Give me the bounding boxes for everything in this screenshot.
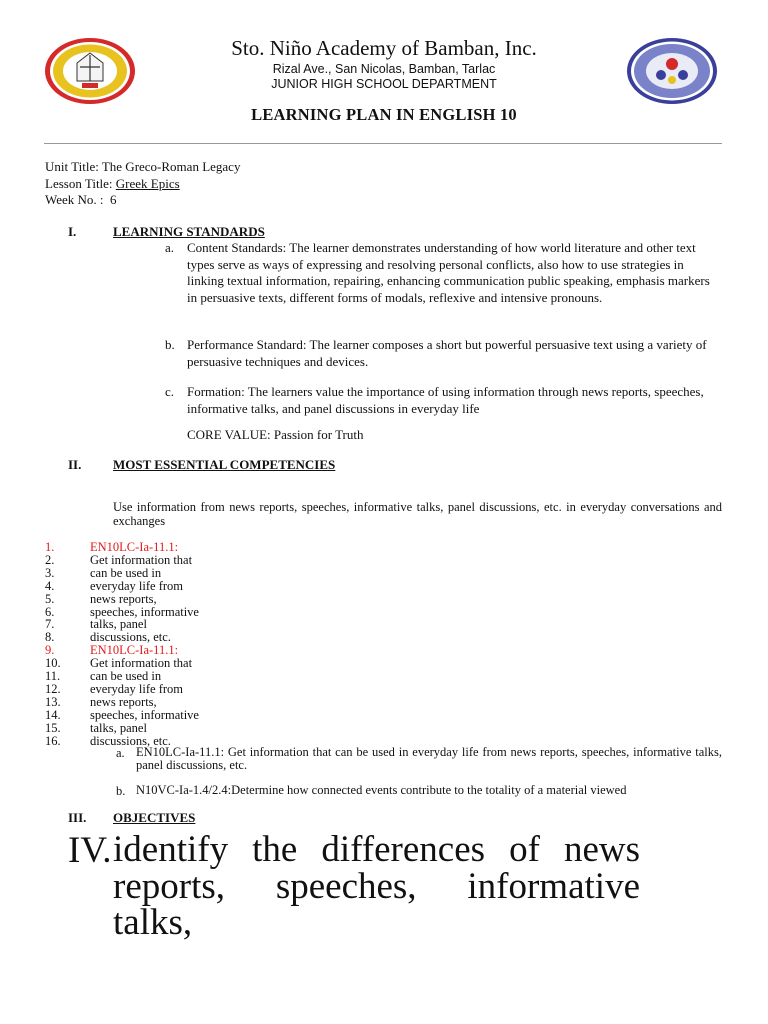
school-name: Sto. Niño Academy of Bamban, Inc. bbox=[231, 36, 537, 60]
list-item: 13. news reports, bbox=[45, 694, 157, 709]
header-divider bbox=[44, 143, 722, 144]
lesson-title-value: Greek Epics bbox=[115, 176, 180, 191]
standard-c-letter: c. bbox=[165, 384, 175, 399]
section-3-number: III. bbox=[68, 810, 87, 825]
list-item: 16. discussions, etc. bbox=[45, 733, 171, 748]
list-item: 12. everyday life from bbox=[45, 681, 184, 696]
list-item: 2. Get information that bbox=[45, 552, 193, 567]
competency-a-letter: a. bbox=[116, 746, 125, 760]
department-name: JUNIOR HIGH SCHOOL DEPARTMENT bbox=[271, 77, 497, 91]
competency-numbered-list bbox=[45, 541, 199, 748]
competency-b-letter: b. bbox=[116, 784, 126, 798]
standard-a-letter: a. bbox=[165, 240, 175, 255]
section-1-number: I. bbox=[68, 224, 77, 239]
standard-a-text: Content Standards: The learner demonstrates understanding of how world literature and other text types serve as ways of expressing and resolving personal conflicts, also how to use strategies in linking textual information, repairing, enhancing communication public speaking, emphasis markers in persuasive texts, different forms of modals, reflexive and intensive pronouns. bbox=[187, 240, 710, 305]
list-item: 5. news reports, bbox=[45, 591, 157, 606]
list-item: 1. EN10LC-Ia-11.1: bbox=[45, 540, 179, 554]
competency-b-text: N10VC-Ia-1.4/2.4:Determine how connected events contribute to the totality of a material viewed bbox=[136, 783, 627, 797]
core-value: CORE VALUE: Passion for Truth bbox=[187, 427, 364, 442]
standard-b-letter: b. bbox=[165, 337, 175, 352]
list-item: 8. discussions, etc. bbox=[45, 630, 171, 645]
unit-title-label: Unit Title: bbox=[45, 159, 99, 174]
plan-title: LEARNING PLAN IN ENGLISH 10 bbox=[251, 105, 517, 124]
standard-c-text: Formation: The learners value the importance of using information through news reports, speeches, informative talks, and panel discussions in everyday life bbox=[187, 384, 704, 416]
section-1-title: LEARNING STANDARDS bbox=[113, 224, 265, 239]
department-seal-logo bbox=[626, 37, 718, 105]
section-3-title: OBJECTIVES bbox=[113, 810, 196, 825]
standard-b-text: Performance Standard: The learner composes a short but powerful persuasive text using a variety of persuasive techniques and devices. bbox=[187, 337, 707, 369]
section-2-title: MOST ESSENTIAL COMPETENCIES bbox=[113, 457, 336, 472]
list-item: 3. can be used in bbox=[45, 565, 162, 580]
lesson-title-label: Lesson Title: bbox=[45, 176, 113, 191]
competency-a-text: EN10LC-Ia-11.1: Get information that can be used in everyday life from news reports, speeches, informative talks, panel discussions, etc. bbox=[136, 745, 722, 772]
list-item: 15. talks, panel bbox=[45, 720, 147, 735]
list-item: 6. speeches, informative bbox=[45, 604, 199, 619]
list-item: 4. everyday life from bbox=[45, 578, 184, 593]
section-4-text: identify the differences of news reports, speeches, informative talks, bbox=[113, 829, 640, 943]
school-address: Rizal Ave., San Nicolas, Bamban, Tarlac bbox=[272, 62, 496, 76]
list-item: 14. speeches, informative bbox=[45, 707, 199, 722]
section-4-number: IV. bbox=[68, 830, 112, 871]
section-2-number: II. bbox=[68, 457, 82, 472]
week-label: Week No. : bbox=[45, 192, 104, 207]
list-item: 11. can be used in bbox=[45, 669, 162, 684]
lesson-title-line bbox=[45, 176, 180, 192]
week-line bbox=[45, 192, 117, 208]
list-item: 7. talks, panel bbox=[45, 617, 147, 632]
list-item: 9. EN10LC-Ia-11.1: bbox=[45, 643, 179, 658]
list-item: 10. Get information that bbox=[45, 656, 193, 671]
unit-title-line bbox=[45, 159, 240, 175]
unit-title-value: The Greco-Roman Legacy bbox=[101, 159, 241, 174]
week-value: 6 bbox=[110, 192, 117, 207]
competency-intro: Use information from news reports, speeches, informative talks, panel discussions, etc. in everyday conversations and exchanges bbox=[113, 500, 722, 528]
